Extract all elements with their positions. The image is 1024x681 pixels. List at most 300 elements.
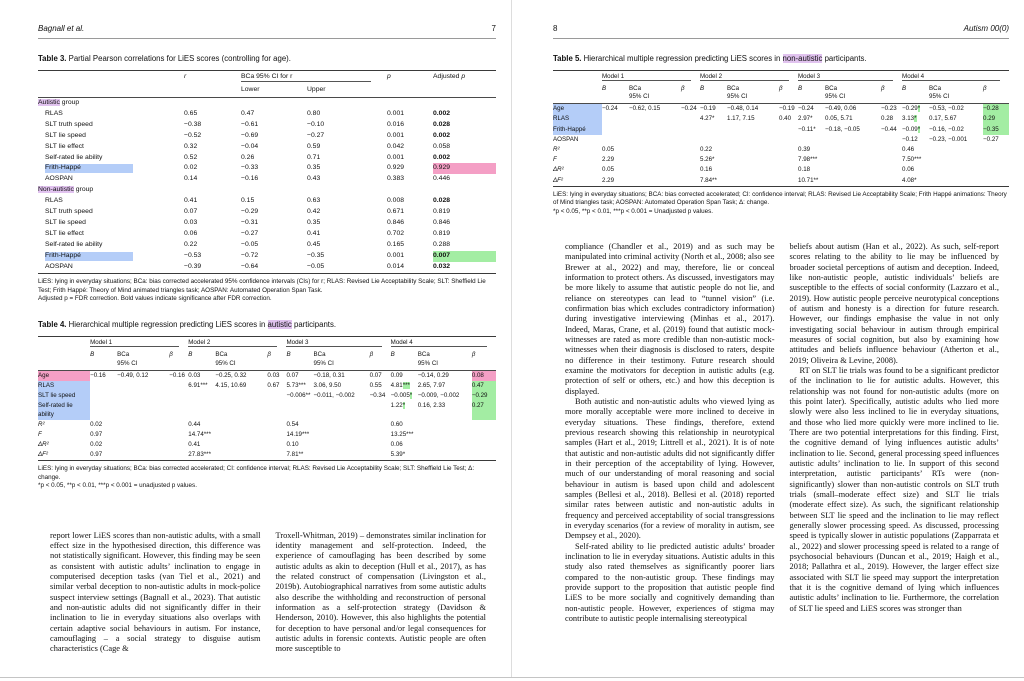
table-cell: B (602, 83, 629, 104)
table-cell: 0.001 (387, 153, 405, 161)
table-cell: −0.39 (184, 263, 202, 271)
table-cell: SLT lie speed (45, 219, 86, 227)
table-row (553, 176, 1009, 186)
table-cell: 0.007 (433, 251, 496, 262)
table-cell: 0.02 (90, 441, 103, 449)
table-cell: BCa 95% CI (418, 349, 472, 370)
table5-caption-label: Table 5. (553, 54, 582, 63)
table-row (553, 145, 1009, 155)
table-cell (314, 440, 370, 450)
table-cell: 0.52 (184, 153, 198, 161)
table-cell: SLT lie effect (45, 142, 84, 150)
table-cell: 0.042 (387, 142, 405, 150)
table-cell: 0.43 (307, 175, 321, 183)
table-cell: 0.008 (387, 197, 405, 205)
table-cell: 1.22* (390, 402, 406, 410)
table-cell: 0.02 (90, 420, 103, 428)
table-cell (314, 420, 370, 430)
table-cell (370, 401, 391, 419)
table-cell (700, 135, 727, 145)
table-cell (602, 114, 629, 124)
table-cell: AOSPAN (45, 263, 73, 271)
table-cell (602, 135, 629, 145)
page-7 (0, 0, 512, 677)
table-cell (798, 135, 825, 145)
table-cell (387, 185, 433, 196)
table-cell: AOSPAN (45, 175, 73, 183)
table-row (553, 155, 1009, 165)
table-row (38, 262, 496, 273)
table-row (38, 251, 496, 262)
table-cell (727, 135, 779, 145)
table-cell: −0.72 (241, 252, 259, 260)
table-cell (117, 430, 169, 440)
body-paragraph: report lower LiES scores than non-autistic adults, with a small effect size in the hypothesised direction, this difference was not statistically significant. However, this finding may be seen as consistent with autistic adults’ inclination to engage in computerised deception tasks (van Tiel et al., 2021) and similar verbal deception to non-autistic adults in mock-police suspect interview settings (Bagnall et al., 2023). That autistic and non-autistic adults did not significantly differ in their inclination to lie in everyday situations also overlaps with certain adaptive social behaviours in autism. For instance, camouflaging – a social strategy to disguise autism characteristics (Cage & (50, 530, 261, 654)
table-cell: 0.29 (983, 114, 1009, 124)
table-cell: −0.34 (369, 392, 386, 400)
table-row (38, 185, 496, 196)
table-cell (188, 391, 215, 401)
table-cell: ΔR² (553, 166, 564, 174)
table-cell (117, 381, 169, 391)
table-row (38, 97, 496, 108)
table3-footnote (38, 278, 496, 303)
table-cell: 0.819 (433, 208, 451, 216)
table-cell: −0.53 (184, 252, 202, 260)
table-cell (184, 84, 241, 97)
table-cell: 0.46 (902, 146, 915, 154)
table-cell (117, 450, 169, 460)
table-cell: −0.04 (241, 142, 259, 150)
table-cell: 0.22 (184, 241, 198, 249)
table-cell: −0.24 (602, 105, 618, 113)
table-cell: −0.44 (881, 125, 897, 133)
table-cell: 0.18 (798, 166, 811, 174)
table-cell (370, 420, 391, 430)
table-cell (307, 185, 387, 196)
table-cell (983, 165, 1009, 175)
table-cell: 0.41 (307, 230, 321, 238)
table-cell: 4.81*** (390, 381, 410, 389)
table-cell (629, 176, 681, 186)
table-row (38, 337, 496, 349)
table-cell: 0.05 (602, 146, 615, 154)
table-cell: 0.03 (184, 219, 198, 227)
page-header (553, 24, 1009, 39)
table-cell (727, 165, 779, 175)
table-cell (215, 450, 267, 460)
table-cell: −0.31 (241, 219, 259, 227)
table-cell (629, 155, 681, 165)
table-cell: 2.29 (602, 156, 615, 164)
table-row (38, 218, 496, 229)
table-cell (169, 430, 188, 440)
table-cell: 5.39* (390, 451, 406, 459)
table-cell: −0.005* (390, 392, 413, 400)
table-cell: 0.16, 2.33 (417, 402, 446, 410)
table-row (38, 381, 496, 391)
table-cell: ΔF² (38, 451, 48, 459)
table-cell (779, 135, 798, 145)
table-cell: 0.09 (390, 371, 403, 379)
table-cell (629, 125, 681, 135)
table-cell: B (798, 83, 825, 104)
table-cell: 0.032 (433, 263, 451, 271)
table-cell (681, 165, 700, 175)
table-cell: −0.12 (902, 135, 918, 143)
table-cell: BCa 95% CI (314, 349, 370, 370)
table-cell: RLAS (45, 197, 63, 205)
table-cell: 0.32 (184, 142, 198, 150)
table-cell (825, 165, 881, 175)
table-cell (314, 401, 370, 419)
table-cell: Frith-Happé (553, 125, 602, 135)
table-cell: Model 3 (286, 337, 390, 349)
table-cell: −0.18, 0.31 (313, 371, 345, 379)
table-cell: 0.002 (433, 109, 451, 117)
table-cell: −0.23 (881, 105, 897, 113)
table-cell (472, 450, 496, 460)
table5-caption-highlight: non-autistic (782, 54, 823, 63)
table-cell: −0.011, −0.002 (313, 392, 355, 400)
table3-footnote-abbrev: LiES: lying in everyday situations; BCa: bias corrected accelerated 95% confidence intervals (CIs) for r; RLAS: Revised Lie Acceptability Scale; SLT: Sheffield Lie Test; Frith Happé: Theory of Mind animated triangles task; AOSPAN: Automated Operation Span Task. (38, 278, 486, 294)
table-cell: 0.002 (433, 153, 451, 161)
table-cell: ΔR² (38, 441, 49, 449)
table4-caption-label: Table 4. (38, 320, 67, 330)
table-cell: −0.19 (700, 105, 716, 113)
table-cell (825, 135, 881, 145)
table-cell (370, 430, 391, 440)
table-cell: 0.07 (369, 371, 382, 379)
table-cell: −0.27 (307, 131, 325, 139)
table-cell: Model 4 (902, 71, 1009, 83)
table-cell (241, 185, 307, 196)
table-cell: 0.16 (700, 166, 713, 174)
table-cell (881, 165, 902, 175)
table-cell: 0.54 (286, 420, 299, 428)
table-cell: 0.26 (241, 153, 255, 161)
table4-caption-post: participants. (291, 320, 337, 330)
table-cell: 0.03 (188, 371, 201, 379)
text-column-left (50, 531, 261, 655)
table-cell (825, 155, 881, 165)
table-cell: 0.288 (433, 241, 451, 249)
table-cell (825, 176, 881, 186)
table-cell (169, 420, 188, 430)
body-text-page8 (565, 242, 999, 624)
table-cell (267, 420, 286, 430)
table-cell: 14.74*** (188, 430, 211, 438)
text-column-left (565, 242, 775, 624)
table-cell (314, 430, 370, 440)
table-cell: 0.35 (307, 219, 321, 227)
table5-caption-post: participants. (822, 54, 867, 63)
table4 (38, 336, 496, 461)
table-cell (472, 440, 496, 450)
table-row (38, 370, 496, 381)
table-cell (418, 420, 472, 430)
table-cell: −0.19 (779, 105, 795, 113)
table-cell (472, 430, 496, 440)
table-cell: β (169, 349, 188, 370)
table-cell: 0.28 (881, 115, 894, 123)
table-cell: −0.62, 0.15 (629, 105, 661, 113)
table-row (38, 450, 496, 460)
table-cell (215, 401, 267, 419)
table-cell (779, 165, 798, 175)
table-cell (38, 337, 90, 349)
table-cell: β (370, 349, 391, 370)
table-cell (267, 450, 286, 460)
viewer-bottom-divider (0, 677, 1024, 678)
table-cell: −0.33 (241, 164, 259, 172)
table-row (553, 165, 1009, 175)
table-cell (825, 145, 881, 155)
table-cell: 0.07 (286, 371, 299, 379)
table-cell: 0.63 (307, 197, 321, 205)
table-cell: B (286, 349, 313, 370)
table-cell: β (983, 83, 1009, 104)
journal-name: Autism 00(0) (963, 24, 1009, 33)
table-cell (779, 176, 798, 186)
table-cell: 0.40 (779, 115, 792, 123)
table-row (38, 207, 496, 218)
table-cell (700, 125, 727, 135)
table-cell (881, 176, 902, 186)
table-cell (681, 176, 700, 186)
table-cell (881, 145, 902, 155)
table-cell: 4.08* (902, 176, 917, 184)
table-cell: SLT truth speed (45, 208, 93, 216)
table-cell: 0.001 (387, 131, 405, 139)
table-cell: 1.17, 7.15 (727, 115, 755, 123)
table-cell (267, 430, 286, 440)
table-cell: −0.27 (241, 230, 259, 238)
table-row (553, 71, 1009, 83)
table-row (38, 109, 496, 120)
table-row (38, 131, 496, 142)
table-cell: −0.16 (90, 371, 106, 379)
table5-footnote (553, 191, 1009, 216)
table-cell: Age (38, 370, 90, 381)
table3-caption-text: Partial Pearson correlations for LiES scores (controlling for age). (66, 54, 291, 63)
table-cell: R² (38, 420, 45, 428)
table-cell: 2.97* (798, 115, 813, 123)
table-cell: Self-rated lie ability (45, 241, 103, 249)
table-cell: B (902, 83, 929, 104)
table-cell: Self-rated lie ability (38, 401, 90, 419)
body-paragraph: beliefs about autism (Han et al., 2022). As such, self-report scores relating to the ability to lie may be influenced by broader societal perceptions of autism and deception. Indeed, like non-autistic people, autistic individuals’ beliefs are susceptible to the effects of social conformity (Lazzaro et al., 2019). How autistic people perceive neurotypical conceptions of autism and honesty is a direction for future research. However, our findings emphasise the value in not only investigating social behaviour in autism through empirical measures of social cognition, but also by examining how attitudes and beliefs influence behaviour (Atherton et al., 2019; Oliveira & Levine, 2008). (789, 242, 999, 365)
table-cell (169, 391, 188, 401)
table-cell (169, 450, 188, 460)
table-cell: 0.55 (369, 381, 382, 389)
table-cell (241, 97, 307, 108)
table-cell: 0.001 (387, 252, 405, 260)
table-cell: −0.35 (307, 252, 325, 260)
table-cell: −0.53, −0.02 (929, 105, 964, 113)
table-cell (983, 176, 1009, 186)
table-cell (387, 84, 433, 97)
table-cell (169, 381, 188, 391)
table-cell: Model 2 (188, 337, 286, 349)
table-cell: 0.97 (90, 451, 103, 459)
table-row (38, 401, 496, 419)
table-cell: −0.24 (681, 105, 697, 113)
table-cell (779, 155, 798, 165)
table-cell: Frith-Happé (38, 251, 184, 262)
table-cell (307, 97, 387, 108)
table-cell: B (90, 349, 117, 370)
table-cell: −0.35 (983, 125, 1009, 135)
table-cell: BCa 95% CI (215, 349, 267, 370)
table-cell (169, 440, 188, 450)
table-cell: 0.671 (387, 208, 405, 216)
table-cell: 0.15 (241, 197, 255, 205)
table-cell: Model 1 (602, 71, 700, 83)
table-cell: B (391, 349, 418, 370)
table-cell: 0.929 (433, 163, 496, 174)
table-cell: 0.27 (472, 401, 496, 419)
table-row (553, 125, 1009, 135)
table-cell: −0.29 (472, 391, 496, 401)
table-row (38, 174, 496, 185)
table-cell: Adjusted p (433, 72, 466, 80)
table-cell (90, 381, 117, 391)
table-cell: 4.27* (700, 115, 715, 123)
table-cell: Model 4 (391, 337, 496, 349)
table-cell: Model 1 (90, 337, 188, 349)
table-cell: −0.09* (902, 125, 921, 133)
table-cell (90, 401, 117, 419)
table-row (38, 84, 496, 97)
table-cell (433, 97, 496, 108)
table-cell: 0.846 (433, 219, 451, 227)
table-row (38, 153, 496, 164)
table-cell: 0.22 (700, 146, 713, 154)
table4-footnote-abbrev: LiES: lying in everyday situations; BCa: bias corrected accelerated; CI: confidence interval; RLAS: Revised Lie Acceptability Scale; SLT: Sheffield Lie Test; Δ: change. (38, 465, 475, 481)
table-cell: 7.84** (700, 176, 717, 184)
table-cell: SLT lie speed (45, 131, 86, 139)
table-cell (881, 135, 902, 145)
table-cell (983, 155, 1009, 165)
table-cell (370, 450, 391, 460)
table-cell: Lower (241, 84, 307, 97)
table-cell (286, 401, 313, 419)
table-cell: B (700, 83, 727, 104)
table-cell (418, 450, 472, 460)
table-row (38, 196, 496, 207)
table-cell (215, 391, 267, 401)
table-cell: p (387, 72, 391, 80)
table-cell: BCa 95% CI (117, 349, 169, 370)
table5 (553, 70, 1009, 187)
table-cell (90, 391, 117, 401)
table-cell: SLT lie speed (38, 391, 90, 401)
table4-footnote (38, 465, 496, 490)
table-cell (267, 391, 286, 401)
table-cell: −0.52 (184, 131, 202, 139)
table-cell: −0.16 (241, 175, 259, 183)
table-cell: −0.24 (798, 105, 814, 113)
table-cell (117, 420, 169, 430)
table-cell: R² (553, 146, 560, 154)
table-cell: Self-rated lie ability (45, 153, 103, 161)
table-cell: AOSPAN (553, 135, 579, 143)
table-cell: Model 3 (798, 71, 902, 83)
table-cell: β (681, 83, 700, 104)
table-cell: −0.16, −0.02 (929, 125, 964, 133)
table-cell: BCa 95% CI (825, 83, 881, 104)
table-cell: 0.59 (307, 142, 321, 150)
table-cell: 7.50*** (902, 156, 922, 164)
table-cell: 0.41 (184, 197, 198, 205)
table-cell: 0.08 (472, 370, 496, 381)
table-cell: 6.91*** (188, 381, 208, 389)
table-cell: −0.05 (241, 241, 259, 249)
table5-footnote-sig: *p < 0.05, **p < 0.01, ***p < 0.001 = Unadjusted p values. (553, 207, 713, 215)
table-cell (370, 440, 391, 450)
table-cell: 14.19*** (286, 430, 310, 438)
table-cell: RLAS (38, 381, 90, 391)
table-cell (727, 155, 779, 165)
table-cell: r (184, 72, 187, 80)
table-row (38, 420, 496, 430)
table-cell (433, 84, 496, 97)
table-cell (314, 450, 370, 460)
table-cell: 0.383 (387, 175, 405, 183)
table-cell: 0.71 (307, 153, 321, 161)
table-cell: 2.29 (602, 176, 615, 184)
table3-caption (38, 54, 496, 64)
table-cell: 0.35 (307, 164, 321, 172)
table3-caption-label: Table 3. (38, 54, 67, 63)
table-cell: 0.14 (184, 175, 198, 183)
table-cell: 4.15, 10.69 (215, 381, 247, 389)
table-cell: F (38, 430, 42, 438)
table4-caption-pre: Hierarchical multiple regression predicting LiES scores in (66, 320, 268, 330)
table-cell: Autistic group (38, 98, 80, 106)
table-cell (881, 155, 902, 165)
table-cell (267, 440, 286, 450)
table-cell (38, 349, 90, 370)
table-cell: −0.64 (241, 263, 259, 271)
table-row (553, 114, 1009, 124)
table-cell: β (881, 83, 902, 104)
table-cell: Model 2 (700, 71, 798, 83)
table-cell: −0.009, −0.002 (417, 392, 460, 400)
table-cell: SLT truth speed (45, 120, 93, 128)
table-cell: −0.28 (983, 104, 1009, 115)
table-cell: 0.028 (433, 120, 451, 128)
table-cell: −0.49, 0.12 (117, 371, 149, 379)
table-cell (38, 71, 184, 84)
table3-footnote-sig: Adjusted p = FDR correction. Bold values indicate significance after FDR correction. (38, 295, 272, 303)
table-cell: β (267, 349, 286, 370)
table-cell: 0.05 (602, 166, 615, 174)
table-cell (215, 420, 267, 430)
table-cell: 0.06 (184, 230, 198, 238)
table3 (38, 70, 496, 274)
table-row (38, 229, 496, 240)
table-cell (727, 176, 779, 186)
table-cell: 0.016 (387, 120, 405, 128)
table-cell: β (472, 349, 496, 370)
table-cell: −0.48, 0.14 (727, 105, 759, 113)
table-cell (929, 176, 983, 186)
table-cell (629, 114, 681, 124)
table-cell (681, 135, 700, 145)
table-cell: Non-autistic group (38, 186, 94, 194)
